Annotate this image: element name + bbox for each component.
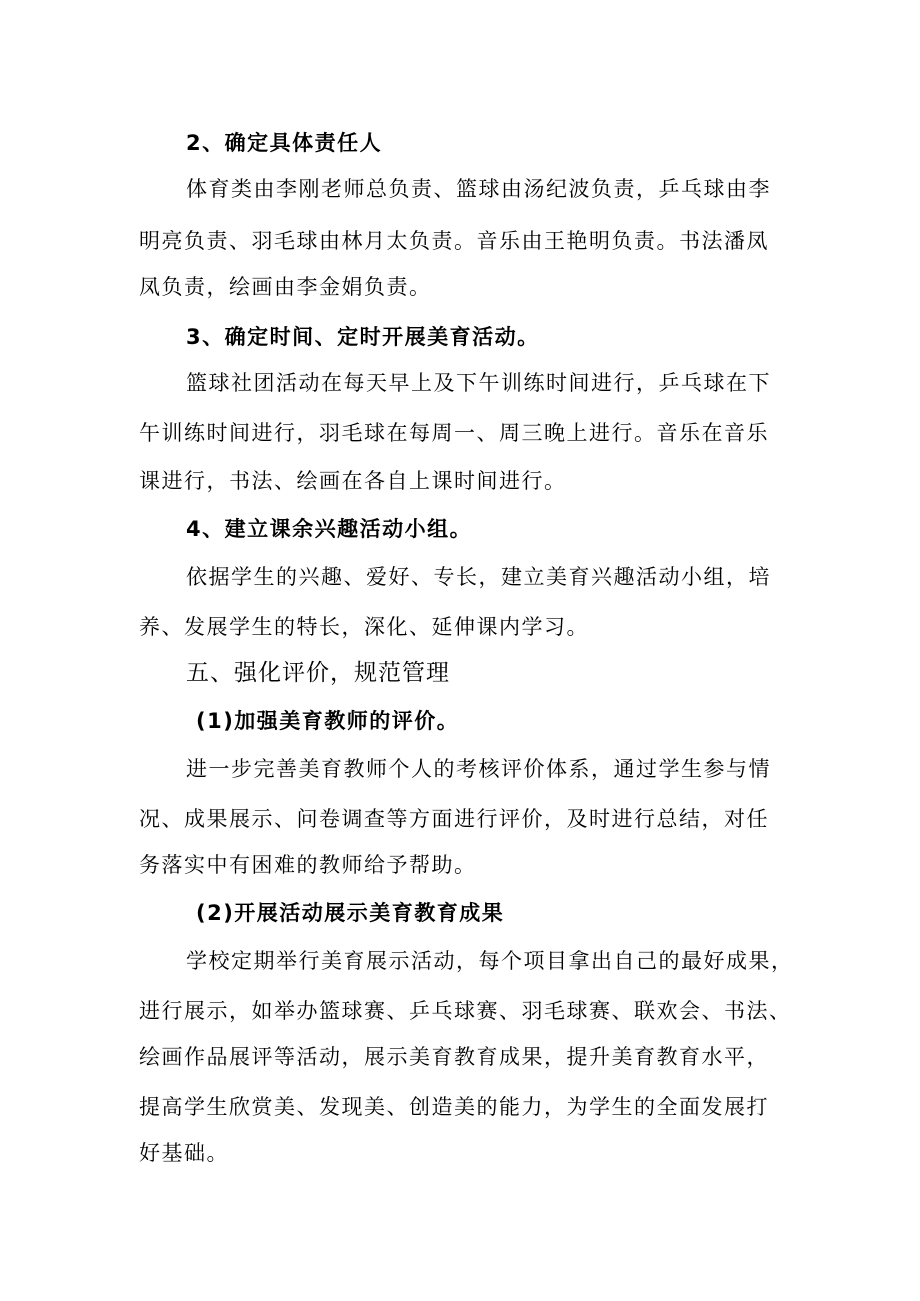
paragraph-line: 依据学生的兴趣、爱好、专长，建立美育兴趣活动小组，培 [186, 565, 771, 589]
paragraph-line: 学校定期举行美育展示活动，每个项目拿出自己的最好成果， [186, 949, 794, 973]
paragraph-line: 篮球社团活动在每天早上及下午训练时间进行，乒乓球在下 [186, 371, 771, 395]
heading-interest-groups: 4、建立课余兴趣活动小组。 [186, 517, 473, 541]
heading-showcase: (2)开展活动展示美育教育成果 [196, 901, 505, 925]
paragraph-line: 况、成果展示、问卷调查等方面进行评价，及时进行总结，对任 [139, 807, 769, 831]
heading-teacher-evaluation: (1)加强美育教师的评价。 [196, 709, 460, 733]
heading-responsibility: 2、确定具体责任人 [186, 131, 383, 155]
paragraph-line: 养、发展学生的特长，深化、延伸课内学习。 [139, 615, 589, 639]
paragraph-line: 体育类由李刚老师总负责、篮球由汤纪波负责，乒乓球由李 [186, 177, 771, 201]
section-title-evaluation: 五、强化评价，规范管理 [186, 660, 450, 686]
paragraph-line: 绘画作品展评等活动，展示美育教育成果，提升美育教育水平， [139, 1045, 769, 1069]
paragraph-line: 明亮负责、羽毛球由林月太负责。音乐由王艳明负责。书法潘凤 [139, 229, 769, 253]
paragraph-line: 务落实中有困难的教师给予帮助。 [139, 853, 477, 877]
paragraph-line: 好基础。 [139, 1141, 229, 1165]
paragraph-line: 课进行，书法、绘画在各自上课时间进行。 [139, 469, 567, 493]
paragraph-line: 进一步完善美育教师个人的考核评价体系，通过学生参与情 [186, 757, 771, 781]
paragraph-line: 午训练时间进行，羽毛球在每周一、周三晚上进行。音乐在音乐 [139, 421, 769, 445]
paragraph-line: 进行展示，如举办篮球赛、乒乓球赛、羽毛球赛、联欢会、书法、 [139, 999, 792, 1023]
paragraph-line: 凤负责，绘画由李金娟负责。 [139, 275, 432, 299]
heading-schedule: 3、确定时间、定时开展美育活动。 [186, 325, 540, 349]
paragraph-line: 提高学生欣赏美、发现美、创造美的能力，为学生的全面发展打 [139, 1095, 769, 1119]
